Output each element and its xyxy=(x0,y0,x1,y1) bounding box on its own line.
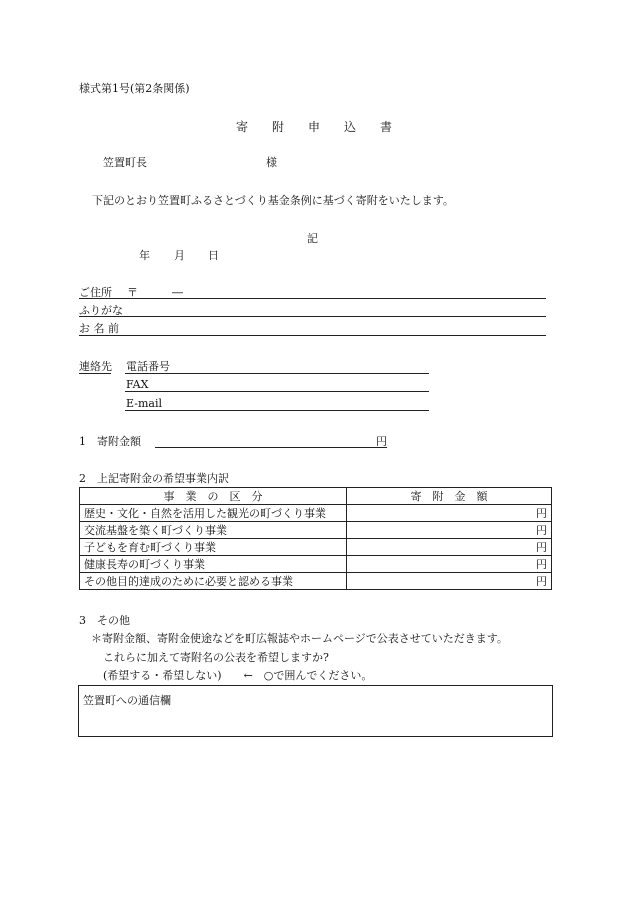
communication-label: 笠置町への通信欄 xyxy=(83,694,171,707)
furigana-field[interactable] xyxy=(79,316,546,317)
table-row xyxy=(80,573,552,590)
postal-dash: ― xyxy=(172,286,183,299)
publication-question: これらに加えて寄附名の公表を希望しますか? xyxy=(103,651,329,664)
date-day-label: 日 xyxy=(208,249,219,262)
address-field[interactable] xyxy=(79,298,546,299)
email-label: E-mail xyxy=(126,397,162,410)
project-name: 交流基盤を築く町づくり事業 xyxy=(80,522,347,539)
contact-label: 連絡先 xyxy=(79,360,112,373)
name-label: お 名 前 xyxy=(79,322,119,335)
table-row xyxy=(80,505,552,522)
project-amount-cell[interactable]: 円 xyxy=(347,522,552,539)
table-row xyxy=(80,522,552,539)
table-header-row xyxy=(80,488,552,505)
email-field[interactable] xyxy=(125,410,429,411)
publication-note: ＊寄附金額、寄附金使途などを町広報誌やホームページで公表させていただきます。 xyxy=(91,632,508,645)
project-amount-cell[interactable]: 円 xyxy=(347,573,552,590)
date-month-label: 月 xyxy=(174,249,185,262)
contact-underline xyxy=(79,373,111,374)
fax-label: FAX xyxy=(126,378,149,391)
publication-choice[interactable]: (希望する・希望しない) ← ○で囲んでください。 xyxy=(103,669,373,682)
form-title: 寄 附 申 込 書 xyxy=(236,120,399,134)
table-row xyxy=(80,556,552,573)
table-row xyxy=(80,539,552,556)
donation-amount-field[interactable] xyxy=(155,447,387,448)
communication-box[interactable] xyxy=(78,685,553,737)
date-year-label: 年 xyxy=(139,249,150,262)
addressee: 笠置町長 xyxy=(103,156,147,169)
section2-label: 2 上記寄附金の希望事業内訳 xyxy=(79,472,229,485)
header-donation-amount: 寄 附 金 額 xyxy=(347,488,552,505)
postal-mark: 〒 xyxy=(127,286,138,299)
project-name: 健康長寿の町づくり事業 xyxy=(80,556,347,573)
fax-field[interactable] xyxy=(125,391,429,392)
section3-label: 3 その他 xyxy=(79,614,130,627)
phone-field[interactable] xyxy=(125,373,429,374)
project-name: 歴史・文化・自然を活用した観光の町づくり事業 xyxy=(80,505,347,522)
address-label: ご住所 xyxy=(79,286,112,299)
ki-heading: 記 xyxy=(307,232,318,245)
header-project-category: 事 業 の 区 分 xyxy=(80,488,347,505)
section1-label: 1 寄附金額 xyxy=(79,435,141,448)
phone-label: 電話番号 xyxy=(126,360,170,373)
project-amount-cell[interactable]: 円 xyxy=(347,556,552,573)
furigana-label: ふりがな xyxy=(79,304,123,317)
project-amount-cell[interactable]: 円 xyxy=(347,505,552,522)
project-name: その他目的達成のために必要と認める事業 xyxy=(80,573,347,590)
honorific: 様 xyxy=(266,156,277,169)
donation-amount-unit: 円 xyxy=(376,435,387,448)
intro-text: 下記のとおり笠置町ふるさとづくり基金条例に基づく寄附をいたします。 xyxy=(92,194,454,207)
project-breakdown-table xyxy=(79,487,552,590)
project-name: 子どもを育む町づくり事業 xyxy=(80,539,347,556)
project-amount-cell[interactable]: 円 xyxy=(347,539,552,556)
form-number: 様式第1号(第2条関係) xyxy=(79,82,190,95)
name-field[interactable] xyxy=(79,335,546,336)
